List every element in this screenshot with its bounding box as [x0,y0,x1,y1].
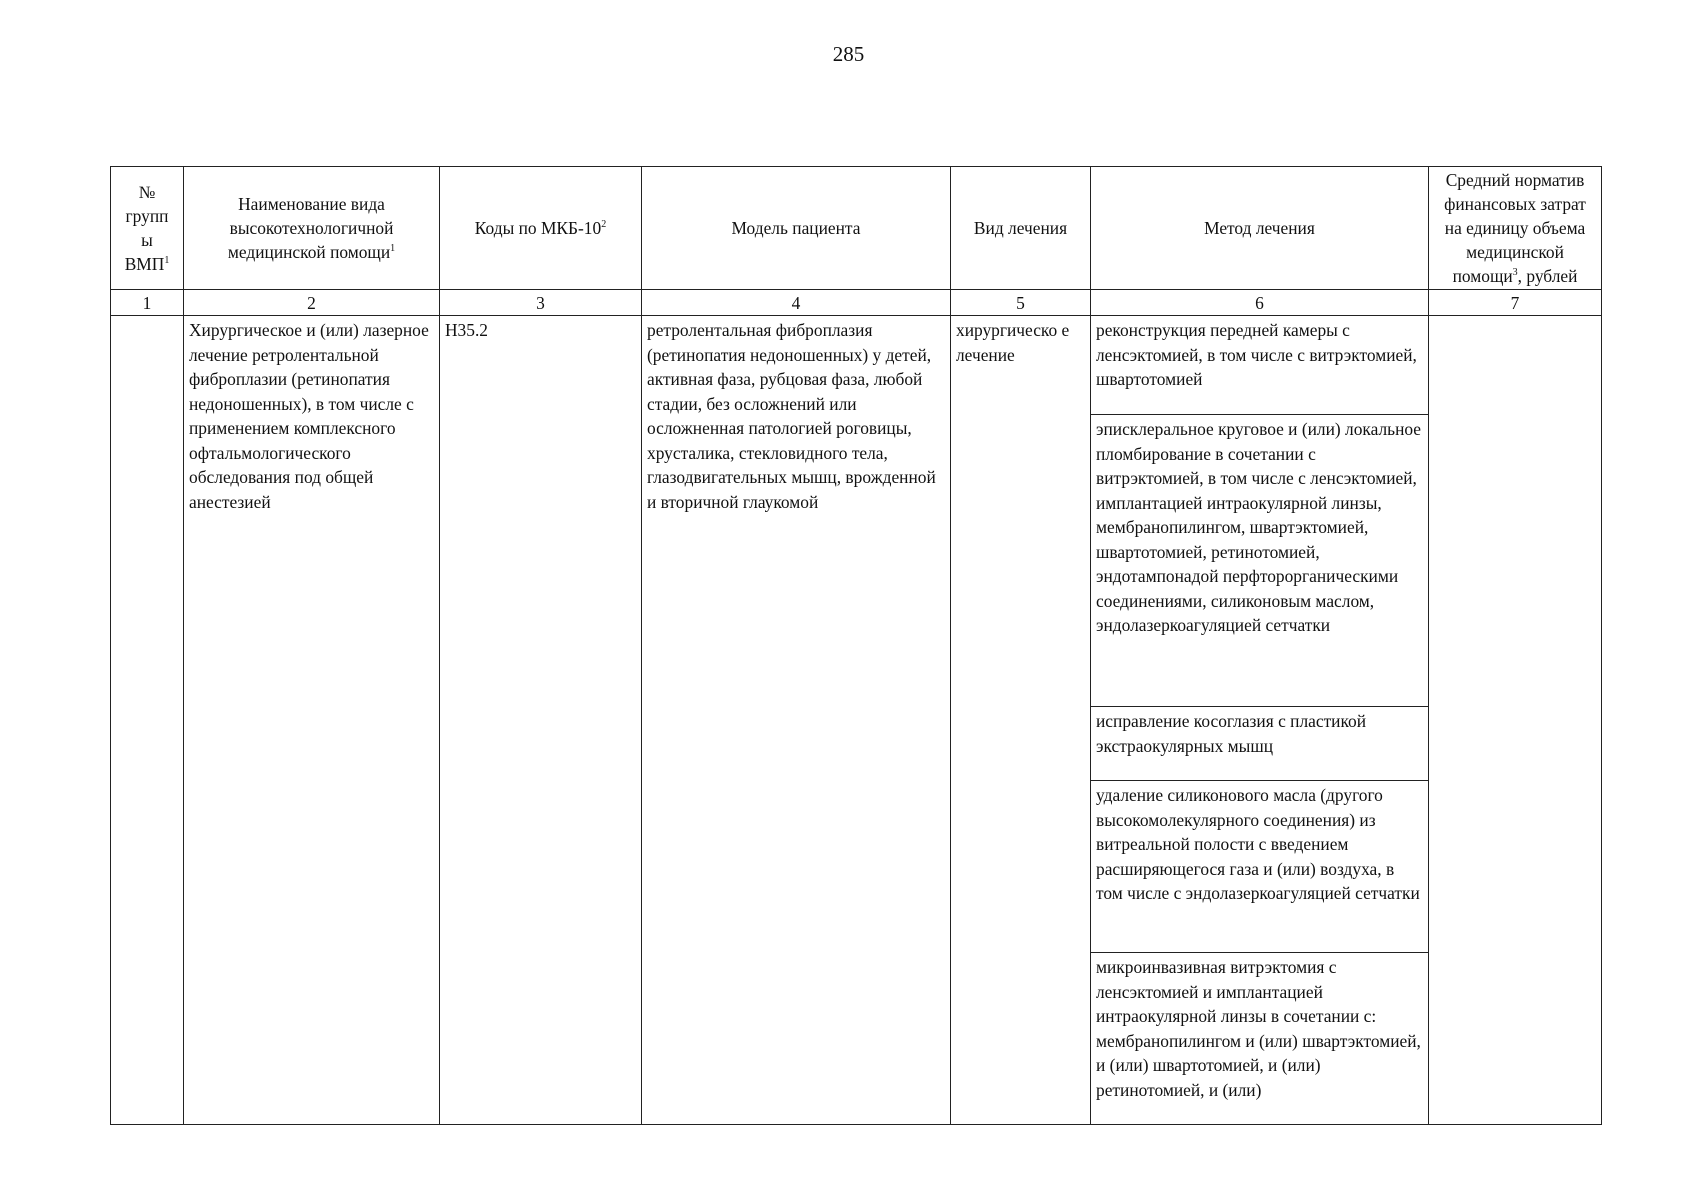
cell-methods [1091,316,1429,1125]
cell-name: Хирургическое и (или) лазерное лечение ретролентальной фиброплазии (ретинопатия недоношенных), в том числе с применением комплексного офтальмологического обследования под общей анестезией [184,316,440,1125]
header-patient-model: Модель пациента [642,167,951,290]
method-item: эписклеральное круговое и (или) локальное пломбирование в сочетании с витрэктомией, в том числе с ленсэктомией, имплантацией интраокулярной линзы, мембранопилингом, швартэктомией, швартотомией, ретинотомией, эндотампонадой перфторорганическими соединениями, силиконовым маслом, эндолазеркоагуляцией сетчатки [1091,415,1428,707]
header-name: Наименование вида высокотехнологичной медицинской помощи$^1$ [184,167,440,290]
cell-treatment-type: хирургическо е лечение [951,316,1091,1125]
column-number: 2 [184,290,440,316]
header-treatment-type: Вид лечения [951,167,1091,290]
page-number: 285 [832,42,865,66]
header-row [111,167,1602,290]
method-item: исправление косоглазия с пластикой экстраокулярных мышц [1091,707,1428,781]
column-number: 6 [1091,290,1429,316]
header-group-number: № групп ы ВМП$^1$ [111,167,184,290]
cell-patient-model: ретролентальная фиброплазия (ретинопатия недоношенных) у детей, активная фаза, рубцовая фаза, любой стадии, без осложнений или осложненная патологией роговицы, хрусталика, стекловидного тела, глазодвигательных мышц, врожденной и вторичной глаукомой [642,316,951,1125]
header-treatment-method: Метод лечения [1091,167,1429,290]
method-item: реконструкция передней камеры с ленсэктомией, в том числе с витрэктомией, швартотомией [1091,316,1428,415]
column-number: 3 [440,290,642,316]
header-codes: Коды по МКБ-$10^2$ [440,167,642,290]
method-item: микроинвазивная витрэктомия с ленсэктомией и имплантацией интраокулярной линзы в сочетании с: мембранопилингом и (или) швартэктомией, и (или) швартотомией, и (или) ретинотомией, и (или) [1096,957,1421,1100]
vmp-table [110,166,1602,1125]
cell-cost [1429,316,1602,1125]
column-number: 7 [1429,290,1602,316]
cell-codes: H35.2 [440,316,642,1125]
table-row [111,316,1602,1125]
column-number-row [111,290,1602,316]
cell-group-number [111,316,184,1125]
column-number: 4 [642,290,951,316]
header-cost: Средний норматив финансовых затрат на единицу объема медицинской помощи$^3$, рублей [1429,167,1602,290]
column-number: 1 [111,290,184,316]
column-number: 5 [951,290,1091,316]
method-item: удаление силиконового масла (другого высокомолекулярного соединения) из витреальной полости с введением расширяющегося газа и (или) воздуха, в том числе с эндолазеркоагуляцией сетчатки [1091,781,1428,953]
